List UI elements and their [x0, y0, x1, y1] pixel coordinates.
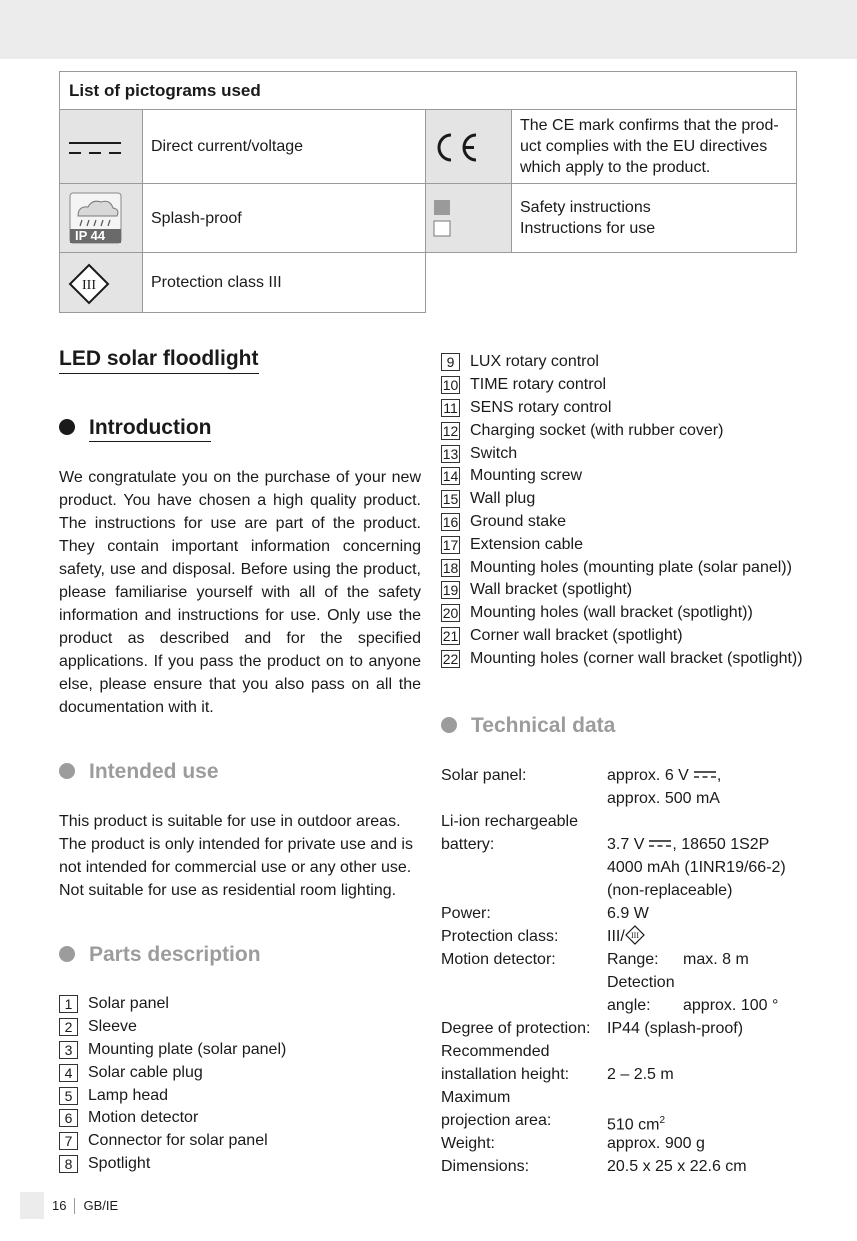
battery-note: (non-replaceable) — [607, 882, 733, 899]
list-item: 9 LUX rotary control — [441, 351, 803, 374]
dimensions-value: 20.5 x 25 x 22.6 cm — [607, 1158, 747, 1175]
direct-current-icon — [649, 839, 671, 848]
list-item: 13 Switch — [442, 444, 518, 462]
solar-panel-label: Solar panel: — [441, 767, 527, 784]
page-title: LED solar floodlight — [59, 347, 259, 374]
list-item: 10 TIME rotary control — [442, 376, 607, 394]
list-item: 15 Wall plug — [442, 490, 536, 508]
height-label-1: Recommended — [441, 1043, 550, 1060]
svg-text:III: III — [630, 931, 639, 940]
area-label-2: projection area: — [441, 1112, 552, 1129]
list-item: 7 Connector for solar panel — [59, 1130, 286, 1153]
solar-voltage: approx. 6 V — [607, 767, 689, 784]
battery-label-1: Li-ion rechargeable — [441, 813, 578, 830]
technical-data-heading: Technical data — [441, 714, 615, 738]
protection-class-value: III/ — [607, 928, 625, 945]
battery-label-2: battery: — [441, 836, 495, 853]
language-code: GB/IE — [83, 1198, 119, 1213]
footer-tab — [20, 1192, 44, 1219]
weight-value: approx. 900 g — [607, 1135, 705, 1152]
bullet-icon — [59, 419, 75, 435]
protection-class-label: Protection class: — [441, 928, 559, 945]
list-item: 6 Motion detector — [59, 1107, 286, 1130]
safety-instructions-label: Safety instructions — [520, 199, 651, 216]
pictogram-table — [59, 71, 797, 313]
power-value: 6.9 W — [607, 905, 649, 922]
direct-current-icon — [60, 110, 144, 185]
technical-data-table: Solar panel: approx. 6 V , approx. 500 mA Li-ion rechargeable battery: 3.7 V , 18650 1S2P 4000 mAh (1INR19/66-2) (non-replaceable) Power: 6.9 W Protection class: III/ III Motion detector: Range: max. 8 m Detection angle: approx. 100 ° Degree of protection: IP44 (splash-proof) Recommended installation height: 2 – 2.5 m Maximum projection area: 510 $cm^2$ Weight: approx. 900 g Dimensions: 20.5 x 25 x 22.6 cm — [441, 764, 841, 1184]
angle-value: approx. 100 ° — [683, 997, 779, 1014]
list-item: 1 Solar panel — [59, 993, 286, 1016]
ip44-label: IP 44 — [75, 228, 106, 243]
dc-label: Direct current/voltage — [142, 109, 426, 184]
list-item: 2 Sleeve — [59, 1016, 286, 1039]
list-item: 4 Solar cable plug — [59, 1061, 286, 1084]
intended-use-heading: Intended use — [59, 760, 219, 784]
bullet-icon — [441, 717, 457, 733]
angle-label-2: angle: — [607, 997, 651, 1014]
instructions-for-use-label: Instructions for use — [520, 220, 656, 237]
introduction-heading: Introduction — [59, 416, 211, 440]
list-item: 21 Corner wall bracket (spotlight) — [442, 626, 683, 644]
top-bar — [0, 0, 857, 59]
list-item: 3 Mounting plate (solar panel) — [59, 1039, 286, 1062]
weight-label: Weight: — [441, 1135, 495, 1152]
area-value: 510 cm — [607, 1116, 660, 1134]
range-value: max. 8 m — [683, 951, 749, 968]
motion-detector-label: Motion detector: — [441, 951, 556, 968]
list-item: 12 Charging socket (with rubber cover) — [442, 421, 724, 439]
safety-instructions-icon — [426, 184, 513, 254]
battery-capacity: 4000 mAh (1INR19/66-2) — [607, 859, 786, 876]
page-number: 16 — [52, 1198, 67, 1213]
list-item: 5 Lamp head — [59, 1084, 286, 1107]
ip-label: Degree of protection: — [441, 1020, 591, 1037]
list-item: 16 Ground stake — [442, 512, 567, 530]
introduction-text: We congratulate you on the purchase of your new product. You have chosen a high quality product. The instructions for use are part of the product. They contain important information concerning safety, use and disposal. Before using the product, please familiarise yourself with all of the safety information and instructions for use. Only use the product as described and for the specified applications. If you pass the product on to anyone else, please ensure that you also pass on all the documentation with it. — [59, 469, 421, 716]
splash-proof-icon — [60, 184, 144, 254]
angle-label-1: Detection — [607, 974, 675, 991]
direct-current-icon — [694, 770, 716, 779]
ip-value: IP44 (splash-proof) — [607, 1020, 744, 1037]
solar-current: approx. 500 mA — [607, 790, 720, 807]
intended-use-text: This product is suitable for use in outdoor areas. The product is only intended for private use and is not intended for commercial use or any other use. Not suitable for use as residential room lighting. — [59, 813, 413, 899]
page-footer — [20, 1192, 118, 1219]
protection-class-iii-icon — [625, 925, 645, 945]
splash-proof-label: Splash-proof — [142, 183, 426, 253]
list-item: 20 Mounting holes (wall bracket (spotlight)) — [442, 604, 753, 622]
list-item: 17 Extension cable — [442, 535, 583, 553]
list-item: 18 Mounting holes (mounting plate (solar panel)) — [442, 558, 792, 576]
power-label: Power: — [441, 905, 491, 922]
protection-class-label: Protection class III — [142, 252, 426, 313]
ce-label: The CE mark confirms that the prod- uct complies with the EU directives which apply to the product. — [511, 109, 797, 184]
list-item: 19 Wall bracket (spotlight) — [442, 581, 633, 599]
list-item: 11 SENS rotary control — [441, 397, 803, 420]
protection-class-iii-icon — [60, 253, 144, 314]
class-numeral: III — [82, 278, 96, 293]
pictogram-table-title: List of pictograms used — [59, 71, 797, 110]
bullet-icon — [59, 946, 75, 962]
list-item: 14 Mounting screw — [442, 467, 583, 485]
ce-mark-icon — [426, 110, 513, 185]
bullet-icon — [59, 763, 75, 779]
parts-description-heading: Parts description — [59, 943, 261, 967]
parts-list-left — [59, 993, 286, 1175]
range-label: Range: — [607, 951, 659, 968]
dimensions-label: Dimensions: — [441, 1158, 530, 1175]
height-value: 2 – 2.5 m — [607, 1066, 674, 1083]
battery-voltage: 3.7 V — [607, 836, 645, 853]
list-item: 8 Spotlight — [59, 1153, 286, 1176]
area-label-1: Maximum — [441, 1089, 511, 1106]
parts-list-right — [441, 351, 803, 670]
list-item: 22 Mounting holes (corner wall bracket (spotlight)) — [442, 649, 803, 667]
height-label-2: installation height: — [441, 1066, 570, 1083]
